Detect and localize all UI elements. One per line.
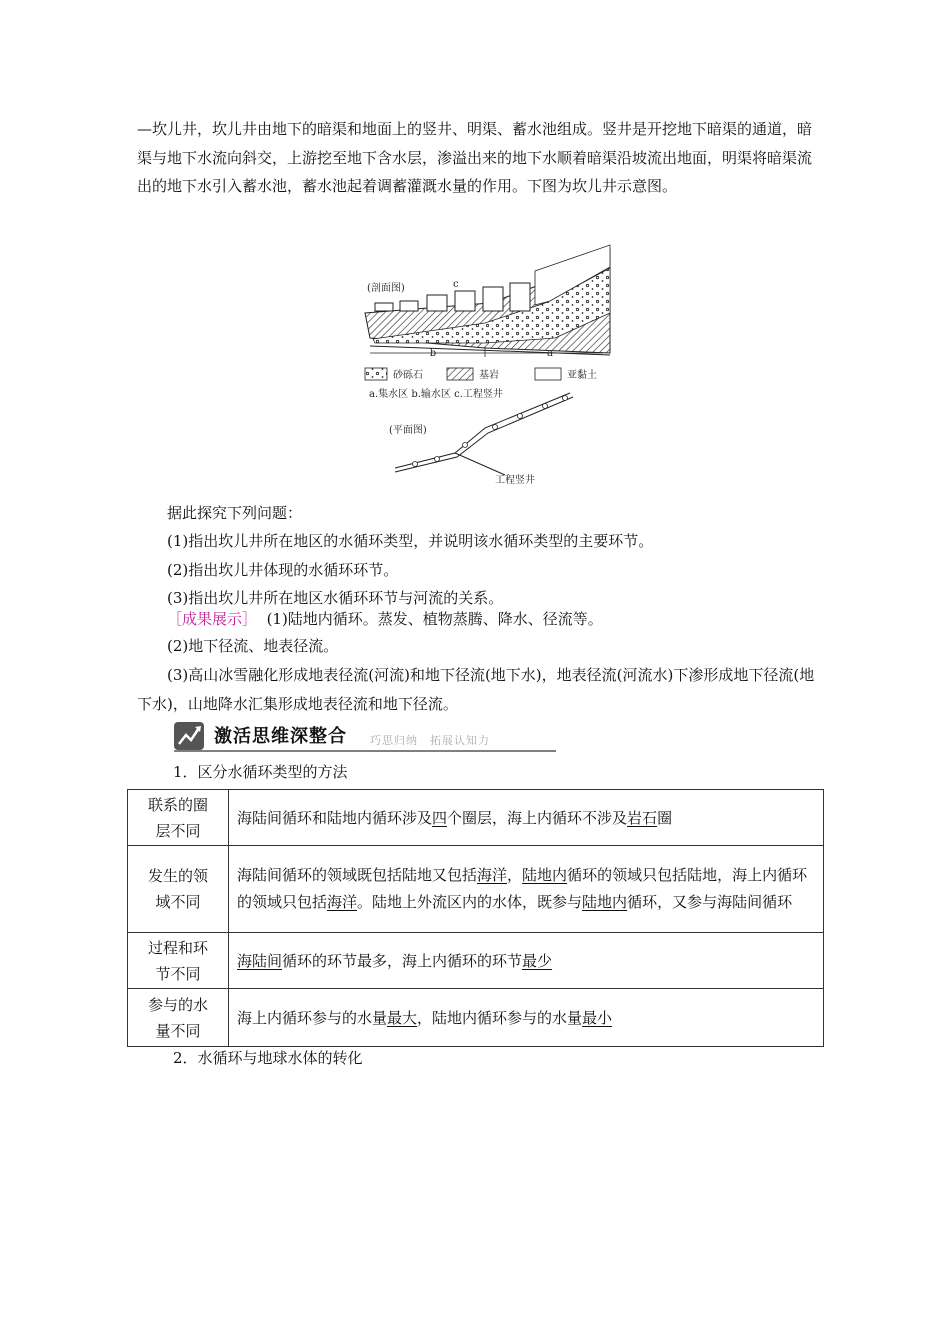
answer-3: (3)高山冰雪融化形成地表径流(河流)和地下径流(地下水)，地表径流(河流水)下渗形成地下径流(地下水)，山地降水汇集形成地表径流和地下径流。 [137,666,815,713]
question-lead: 据此探究下列问题： [167,504,303,522]
plan-well-label: 工程竖井 [495,475,535,486]
legend-clay: 亚黏土 [567,370,597,381]
plan-view-label: (平面图) [389,425,427,436]
row-cell: 海上内循环参与的水量最大，陆地内循环参与的水量最小 [229,989,824,1047]
table-row [128,989,824,1047]
karez-diagram [355,243,630,493]
row-header: 过程和环 节不同 [128,933,229,989]
section-2-heading: 2．水循环与地球水体的转化 [173,1049,363,1067]
table-row [128,933,824,989]
section-view-label: (剖面图) [367,283,405,294]
legend-bedrock: 基岩 [479,370,499,381]
label-a: a [547,348,553,359]
legend-gravel: 砂砾石 [393,370,423,381]
table-row [128,790,824,846]
label-c: c [453,279,459,290]
question-2: (2)指出坎儿井体现的水循环环节。 [167,561,399,579]
row-header: 发生的领 域不同 [128,846,229,933]
label-b: b [429,348,437,359]
intro-paragraph: —坎儿井，坎儿井由地下的暗渠和地面上的竖井、明渠、蓄水池组成。竖井是开挖地下暗渠的通道，暗渠与地下水流向斜交，上游挖至地下含水层，渗溢出来的地下水顺着暗渠沿坡流出地面，明渠将暗渠流出的地下水引入蓄水池，蓄水池起着调蓄灌溉水量的作用。下图为坎儿井示意图。 [137,120,813,195]
result-tag: ［成果展示］ [167,610,258,628]
plan-wells [413,396,568,467]
row-cell: 海陆间循环的领域既包括陆地又包括海洋，陆地内循环的领域只包括陆地，海上内循环的领域只包括海洋。陆地上外流区内的水体，既参与陆地内循环，又参与海陆间循环 [229,846,824,933]
zone-legend: a.集水区 b.输水区 c.工程竖井 [369,389,503,400]
question-1: (1)指出坎儿井所在地区的水循环类型，并说明该水循环类型的主要环节。 [167,532,654,550]
answer-1-line [167,605,853,633]
banner-subtitle: 巧思归纳 拓展认知力 [370,734,490,747]
row-header: 联系的圈 层不同 [128,790,229,846]
row-header: 参与的水 量不同 [128,989,229,1047]
question-3: (3)指出坎儿井所在地区水循环环节与河流的关系。 [167,589,504,607]
answer-2: (2)地下径流、地表径流。 [167,637,339,655]
row-cell: 海陆间循环的环节最多，海上内循环的环节最少 [229,933,824,989]
table-row [128,846,824,933]
answer-1: (1)陆地内循环。蒸发、植物蒸腾、降水、径流等。 [266,610,603,628]
row-cell: 海陆间循环和陆地内循环涉及四个圈层，海上内循环不涉及岩石圈 [229,790,824,846]
section-1-heading: 1．区分水循环类型的方法 [173,763,348,781]
water-cycle-table [127,789,824,1047]
banner-title: 激活思维深整合 [214,726,347,747]
